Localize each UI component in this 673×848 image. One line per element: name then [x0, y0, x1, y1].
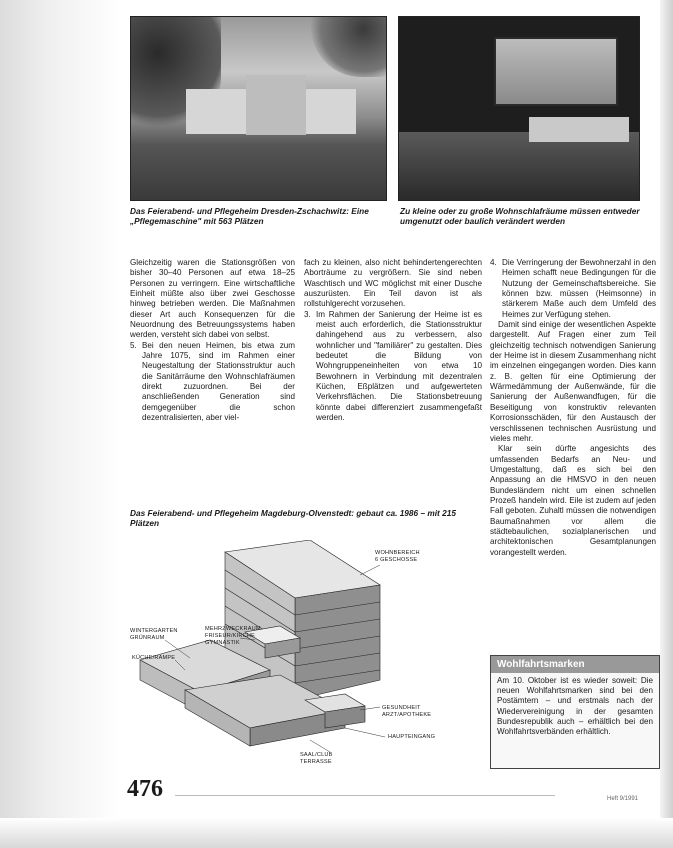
text-column-3 — [490, 258, 656, 558]
photo-dresden-home — [130, 16, 387, 201]
label-haupteingang: HAUPTEINGANG — [388, 734, 436, 740]
photo-caption-left: Das Feierabend- und Pflegeheim Dresden-Zschachwitz: Eine „Pflegemaschine" mit 563 Plätzen — [130, 206, 369, 226]
info-box — [490, 655, 660, 769]
label-wintergarten: WINTERGARTEN GRÜNRAUM — [130, 628, 178, 641]
label-saal: SAAL/CLUB TERRASSE — [300, 752, 333, 765]
photo-caption-right: Zu kleine oder zu große Wohnschlafräume müssen entweder umgenutzt oder baulich verändert werden — [400, 206, 640, 226]
scan-edge-shadow — [660, 0, 673, 848]
scan-margin-shadow — [0, 0, 120, 848]
text-column-1 — [130, 258, 295, 424]
diagram-caption: Das Feierabend- und Pflegeheim Magdeburg-Olvenstedt: gebaut ca. 1986 – mit 215 Plätzen — [130, 508, 456, 528]
paragraph: Klar sein dürfte angesichts des umfassenden Bedarfs an Neu- und Umgestaltung, daß es sich bei den Anpassung an die HMSVO in den neuen Bundesländern nicht um einen schnellen Prozeß handeln wird. Eile ist zudem auf jeden Fall geboten. Zuhaltl müssen die notwendigen Baumaßnahmen vor allem die städtebaulichen, sozialplanerischen und architektonischen Gesamtplanungen vorangestellt werden. — [490, 444, 656, 557]
label-kuche: KÜCHE/RAMPE — [132, 655, 176, 661]
paragraph: Gleichzeitig waren die Stationsgrößen von bisher 30–40 Personen auf etwa 18–25 Personen zu verringern. Eine wirtschaftliche Einheit müßte also über zwei Geschosse hinweg betrieben werden. Die Maßnahmen dieser Art auch Konsequenzen für die Neuordnung des Betreuungssystems haben werden, versteht sich dabei von selbst. — [130, 258, 295, 340]
paragraph: Die Verringerung der Bewohnerzahl in den Heimen schafft neue Bedingungen für die Nutzung der Gemeinschaftsbereiche. Sie können bzw. müssen (Heimsonne) in stärkerem Maße auch dem Umfeld des Heimes zur Verfügung stehen. — [502, 258, 656, 319]
page-number: 476 — [127, 776, 163, 802]
paragraph: Im Rahmen der Sanierung der Heime ist es meist auch erforderlich, die Stationsstruktur dahingehend aus zu verbessern, also wohnlicher und "familiärer" zu gestalten. Dies bedeutet die Bildung von Wohngruppeneinheiten von etwa 10 Bewohnern in Verbindung mit dezentralen Küchen, Eßplätzen und aufgewerteten Verkehrsflächen. Die Stationsbetreuung könnte dabei differenziert zusammengefaßt werden. — [316, 309, 482, 423]
list-item — [130, 341, 295, 424]
issue-note: Heft 9/1991 — [607, 796, 639, 802]
paragraph: fach zu kleinen, also nicht behindertengerechten Aborträume zu vergrößern. Sie sind neben Waschtisch und WC möglichst mit einer Dusche auszurüsten. Ein Teil davon ist als rollstuhlgerecht vorzusehen. — [304, 258, 482, 309]
photo-living-room — [398, 16, 640, 201]
label-wohnbereich: WOHNBEREICH 6 GESCHOSSE — [375, 550, 420, 563]
label-gesundheit: GESUNDHEIT ARZT/APOTHEKE — [382, 705, 432, 718]
paragraph: Bei den neuen Heimen, bis etwa zum Jahre 1075, sind im Rahmen einer Neugestaltung der Stationsstruktur auch die Sanitärräume den Wohnschlafräumen direkt zuzuordnen. Bei der anschließenden Generation sind demgegenüber die schon dezentralisierten, aber viel- — [142, 340, 295, 423]
scan-bottom-shadow — [0, 818, 673, 848]
list-item — [490, 258, 656, 320]
paragraph: Damit sind einige der wesentlichen Aspekte dargestellt. Auf Fragen einer zum Teil gleichzeitig technisch notwendigen Sanierung der Heime ist in diesem Zusammenhang nicht im einzelnen eingegangen worden. Dies kann z. B. gelten für eine Optimierung der Wärmedämmung der Außenwände, für die Sanierung der Außenwandfugen, für die Beseitigung von konstruktiv relevanten Korrosionsschäden, für den Austausch der verschlissenen technischen Ausrüstung und vieles mehr. — [490, 320, 656, 443]
info-box-body: Am 10. Oktober ist es wieder soweit: Die neuen Wohlfahrtsmarken sind bei den Postämtern – und erstmals nach der Wiedervereinigung in der gesamten Bundesrepublik auch – erhältlich bei den Wohlfahrtsverbänden erhältlich. — [497, 676, 653, 737]
list-number: 5. — [130, 340, 137, 350]
footer-rule — [175, 795, 555, 796]
list-number: 3. — [304, 309, 311, 319]
label-mehrzweck: MEHRZWECKRAUM FRISEUR/KIRCHE GYMNASTIK — [205, 626, 261, 646]
list-item — [304, 310, 482, 424]
info-box-title: Wohlfahrtsmarken — [491, 656, 659, 673]
list-number: 4. — [490, 258, 497, 267]
building-isometric-diagram — [130, 540, 440, 770]
text-column-2 — [304, 258, 482, 424]
